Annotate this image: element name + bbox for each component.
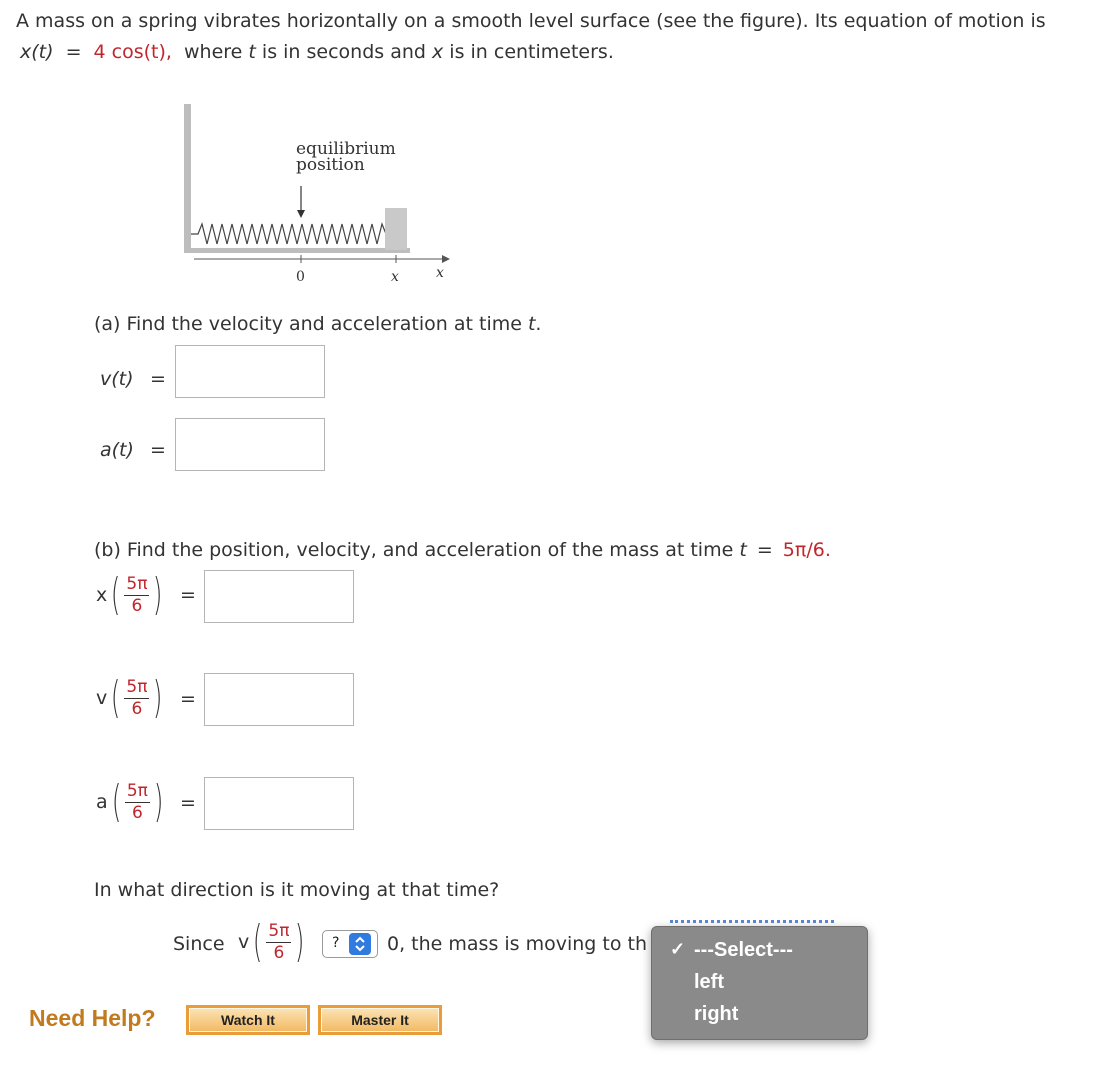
since-text: Since [173,933,225,955]
fraction-denominator: 6 [131,802,143,823]
fraction [125,780,150,823]
close-paren: ) [153,672,163,723]
chevron-up-down-icon [349,933,371,955]
problem-statement-line1: A mass on a spring vibrates horizontally on a smooth level surface (see the figure). Its equation of motion is [16,10,1046,32]
equilibrium-label-1: equilibrium [296,139,396,159]
fraction-denominator: 6 [273,942,285,963]
spring [191,224,392,244]
since-v-fn: v [238,931,250,953]
problem-statement-line2 [20,41,614,63]
a-at-time-label [96,776,167,827]
mass-block [385,208,407,250]
a-fn: a [96,791,108,813]
acceleration-at-time-input[interactable] [204,777,354,830]
fraction [124,573,149,616]
part-b-var: t [739,539,747,561]
open-paren: ( [111,672,121,723]
direction-dropdown[interactable] [651,926,868,1040]
v-fn: v [96,687,108,709]
position-input[interactable] [204,570,354,623]
direction-question: In what direction is it moving at that time? [94,879,500,901]
statement-text: is in seconds and [261,41,426,63]
dropdown-option-select[interactable]: ---Select--- [694,939,793,961]
a-equals: = [150,439,166,461]
select-stepper-icon [349,933,371,955]
axis-label-x: x [436,265,444,281]
equation-rhs: 4 cos(t), [93,41,172,63]
checkmark-icon: ✓ [670,939,686,959]
tick-label-zero: 0 [296,269,305,285]
statement-var-x: x [432,41,444,63]
equation-equals: = [65,41,82,63]
spring-mass-figure [180,100,460,290]
a-equals-b: = [180,792,196,814]
equation-lhs: x(t) [20,41,54,63]
x-axis-arrow [442,255,450,263]
v-equals: = [150,368,166,390]
v-equals-b: = [180,688,196,710]
a-label: a(t) [100,439,134,461]
velocity-input[interactable] [175,345,325,398]
close-paren: ) [153,776,164,827]
fraction-denominator: 6 [131,698,143,719]
fraction-numerator: 5π [268,920,290,941]
comparison-select-value: ? [332,935,340,951]
fraction [266,920,291,963]
part-b-prompt [94,539,831,561]
equilibrium-label-2: position [296,155,365,175]
watch-it-button[interactable]: Watch It [186,1005,310,1035]
v-label: v(t) [100,368,134,390]
fraction-numerator: 5π [126,573,148,594]
comparison-select[interactable] [322,930,378,958]
v-at-time-label [96,672,167,723]
direction-conclusion-text: 0, the mass is moving to th [387,933,647,955]
part-a-var: t [527,313,536,335]
part-b-text: (b) Find the position, velocity, and acceleration of the mass at time [94,539,734,561]
wall [184,104,191,252]
part-a-prompt [94,313,541,335]
part-a-text: (a) Find the velocity and acceleration at time [94,313,522,335]
close-paren: ) [295,916,305,967]
floor [184,248,410,253]
need-help-label: Need Help? [29,1005,156,1031]
fraction-numerator: 5π [126,676,148,697]
tick-label-x: x [391,269,399,285]
part-b-equals: = [756,539,773,561]
dropdown-option-right[interactable]: right [694,1003,739,1025]
dropdown-option-left[interactable]: left [694,971,724,993]
part-b-time-value: 5π/6. [782,539,831,561]
part-a-period: . [535,313,542,335]
statement-text: is in centimeters. [449,41,614,63]
close-paren: ) [153,569,163,620]
open-paren: ( [253,916,263,967]
fraction-denominator: 6 [131,595,143,616]
acceleration-input[interactable] [175,418,325,471]
equilibrium-arrow-head [297,210,305,218]
statement-var-t: t [248,41,256,63]
fraction [124,676,149,719]
velocity-at-time-input[interactable] [204,673,354,726]
x-at-time-label [96,569,167,620]
since-v-expression [238,916,309,967]
fraction-numerator: 5π [126,780,148,801]
x-equals: = [180,584,196,606]
x-fn: x [96,584,108,606]
open-paren: ( [111,569,121,620]
open-paren: ( [111,776,121,827]
master-it-button[interactable]: Master It [318,1005,442,1035]
statement-text: where [184,41,243,63]
